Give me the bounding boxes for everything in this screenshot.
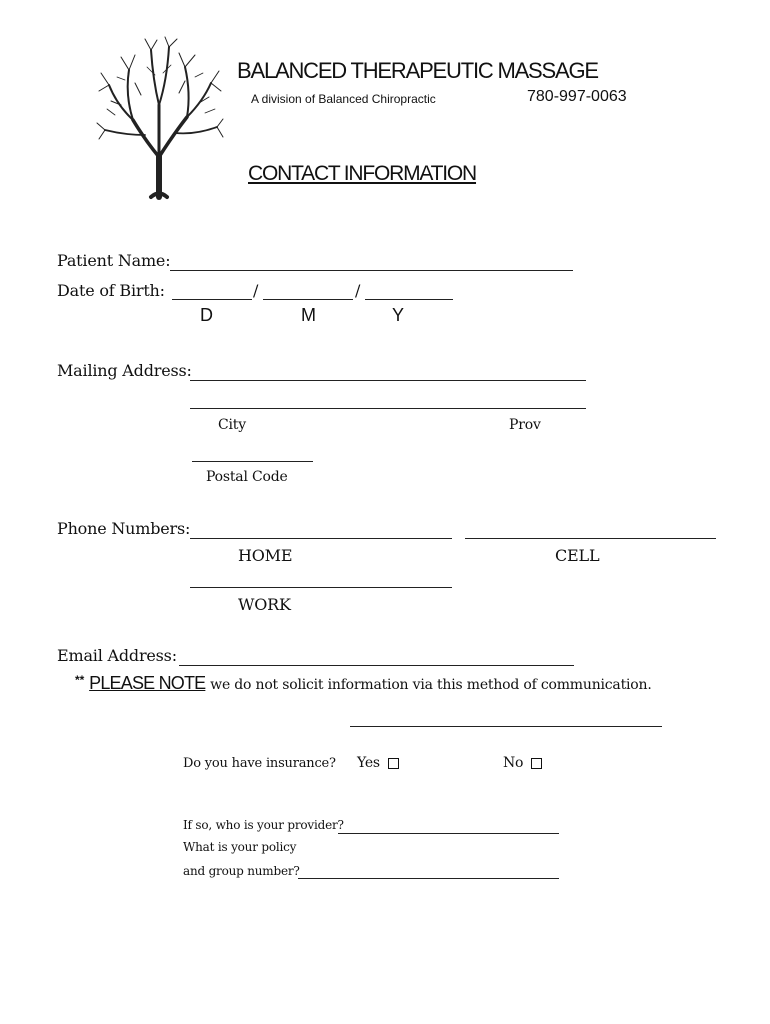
- phone-number: 780-997-0063: [527, 88, 627, 105]
- postal-code-field[interactable]: [192, 461, 313, 462]
- cell-phone-field[interactable]: [465, 538, 716, 539]
- work-phone-field[interactable]: [190, 587, 452, 588]
- yes-checkbox[interactable]: [388, 758, 399, 769]
- patient-name-field[interactable]: [170, 270, 573, 271]
- mailing-address-line2-field[interactable]: [190, 408, 586, 409]
- dob-month-field[interactable]: [263, 299, 353, 300]
- page-title: CONTACT INFORMATION: [248, 162, 477, 185]
- dob-day-field[interactable]: [172, 299, 252, 300]
- phone-numbers-label: Phone Numbers:: [57, 519, 191, 538]
- email-address-field[interactable]: [179, 665, 574, 666]
- policy-number-field[interactable]: [298, 878, 559, 879]
- note-text: we do not solicit information via this method of communication.: [210, 677, 652, 693]
- division-text: A division of Balanced Chiropractic: [251, 92, 436, 106]
- city-label: City: [218, 417, 246, 433]
- policy-label-line2: and group number?: [183, 864, 300, 878]
- dob-year-label: Y: [392, 305, 405, 325]
- note-asterisks: **: [75, 673, 85, 687]
- please-note-text: PLEASE NOTE: [89, 673, 206, 693]
- provider-label: If so, who is your provider?: [183, 818, 344, 832]
- patient-name-label: Patient Name:: [57, 251, 171, 270]
- dob-year-field[interactable]: [365, 299, 453, 300]
- work-phone-label: WORK: [238, 595, 291, 614]
- dob-label: Date of Birth:: [57, 281, 165, 300]
- email-address-label: Email Address:: [57, 646, 177, 665]
- prov-label: Prov: [509, 417, 541, 433]
- home-phone-field[interactable]: [190, 538, 452, 539]
- dob-separator: /: [253, 281, 259, 300]
- business-name: BALANCED THERAPEUTIC MASSAGE: [237, 58, 598, 83]
- dob-separator: /: [355, 281, 361, 300]
- home-phone-label: HOME: [238, 546, 293, 565]
- no-label: No: [503, 755, 524, 771]
- tree-logo-icon: [95, 35, 225, 200]
- signature-field[interactable]: [350, 726, 662, 727]
- email-note: [75, 673, 652, 694]
- no-checkbox[interactable]: [531, 758, 542, 769]
- provider-field[interactable]: [338, 833, 559, 834]
- dob-month-label: M: [301, 305, 316, 325]
- insurance-no-option[interactable]: [503, 755, 542, 771]
- postal-code-label: Postal Code: [206, 469, 288, 485]
- dob-day-label: D: [200, 305, 213, 325]
- insurance-question: Do you have insurance?: [183, 756, 336, 771]
- policy-label-line1: What is your policy: [183, 840, 297, 854]
- cell-phone-label: CELL: [555, 546, 600, 565]
- yes-label: Yes: [357, 755, 380, 771]
- mailing-address-label: Mailing Address:: [57, 361, 192, 380]
- mailing-address-line1-field[interactable]: [190, 380, 586, 381]
- insurance-yes-option[interactable]: [357, 755, 399, 771]
